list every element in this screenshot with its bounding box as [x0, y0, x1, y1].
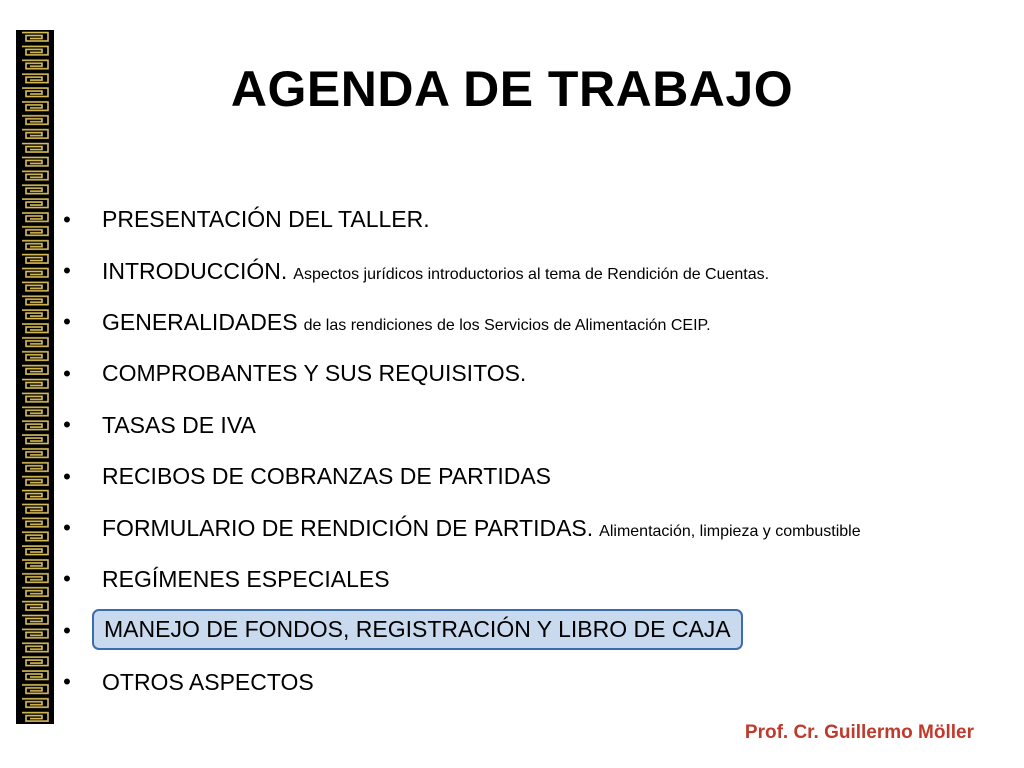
bullet-icon: •: [63, 463, 71, 489]
agenda-item-detail: Alimentación, limpieza y combustible: [599, 522, 861, 540]
agenda-item-main: MANEJO DE FONDOS, REGISTRACIÓN Y LIBRO DE CAJA: [104, 616, 731, 643]
slide-title: AGENDA DE TRABAJO: [230, 61, 794, 117]
agenda-list: [60, 194, 980, 708]
agenda-item-main: OTROS ASPECTOS: [102, 668, 314, 695]
greek-key-border-decoration: [16, 30, 54, 724]
bullet-icon: •: [63, 566, 71, 592]
agenda-item-main: GENERALIDADES: [102, 308, 298, 335]
agenda-item-comprobantes: [60, 348, 980, 399]
agenda-item-main: TASAS DE IVA: [102, 411, 256, 438]
agenda-item-otros: [60, 657, 980, 708]
agenda-item-detail: de las rendiciones de los Servicios de Alimentación CEIP.: [303, 316, 711, 334]
agenda-item-introduccion: [60, 245, 980, 296]
agenda-item-main: REGÍMENES ESPECIALES: [102, 565, 390, 592]
agenda-item-presentacion: [60, 194, 980, 245]
agenda-item-text: [102, 360, 526, 387]
author-footer: Prof. Cr. Guillermo Möller: [744, 722, 974, 743]
bullet-icon: •: [63, 206, 71, 232]
agenda-item-text: [102, 309, 711, 336]
agenda-item-text: [102, 463, 551, 490]
agenda-item-main: INTRODUCCIÓN.: [102, 257, 288, 284]
agenda-item-text: [102, 412, 256, 439]
agenda-item-regimenes: [60, 554, 980, 605]
agenda-item-text: [102, 206, 430, 233]
bullet-icon: •: [63, 258, 71, 284]
agenda-item-text: [102, 515, 861, 542]
agenda-item-text: [102, 669, 314, 696]
agenda-item-detail: Aspectos jurídicos introductorios al tema de Rendición de Cuentas.: [293, 265, 770, 283]
agenda-item-generalidades: [60, 297, 980, 348]
highlight-box[interactable]: [92, 609, 743, 650]
bullet-icon: •: [63, 360, 71, 386]
agenda-item-main: RECIBOS DE COBRANZAS DE PARTIDAS: [102, 463, 552, 490]
agenda-item-text: [102, 258, 769, 285]
agenda-item-tasas-iva: [60, 400, 980, 451]
agenda-item-text: [102, 566, 390, 593]
bullet-icon: •: [63, 669, 71, 695]
agenda-item-main: PRESENTACIÓN DEL TALLER.: [102, 206, 430, 233]
agenda-item-main: FORMULARIO DE RENDICIÓN DE PARTIDAS.: [102, 514, 594, 541]
agenda-item-formulario: [60, 502, 980, 553]
agenda-item-recibos: [60, 451, 980, 502]
bullet-icon: •: [63, 412, 71, 438]
agenda-item-main: COMPROBANTES Y SUS REQUISITOS.: [102, 360, 527, 387]
bullet-icon: •: [63, 309, 71, 335]
agenda-item-manejo-fondos-highlighted[interactable]: [60, 605, 980, 656]
bullet-icon: •: [63, 617, 71, 643]
bullet-icon: •: [63, 515, 71, 541]
